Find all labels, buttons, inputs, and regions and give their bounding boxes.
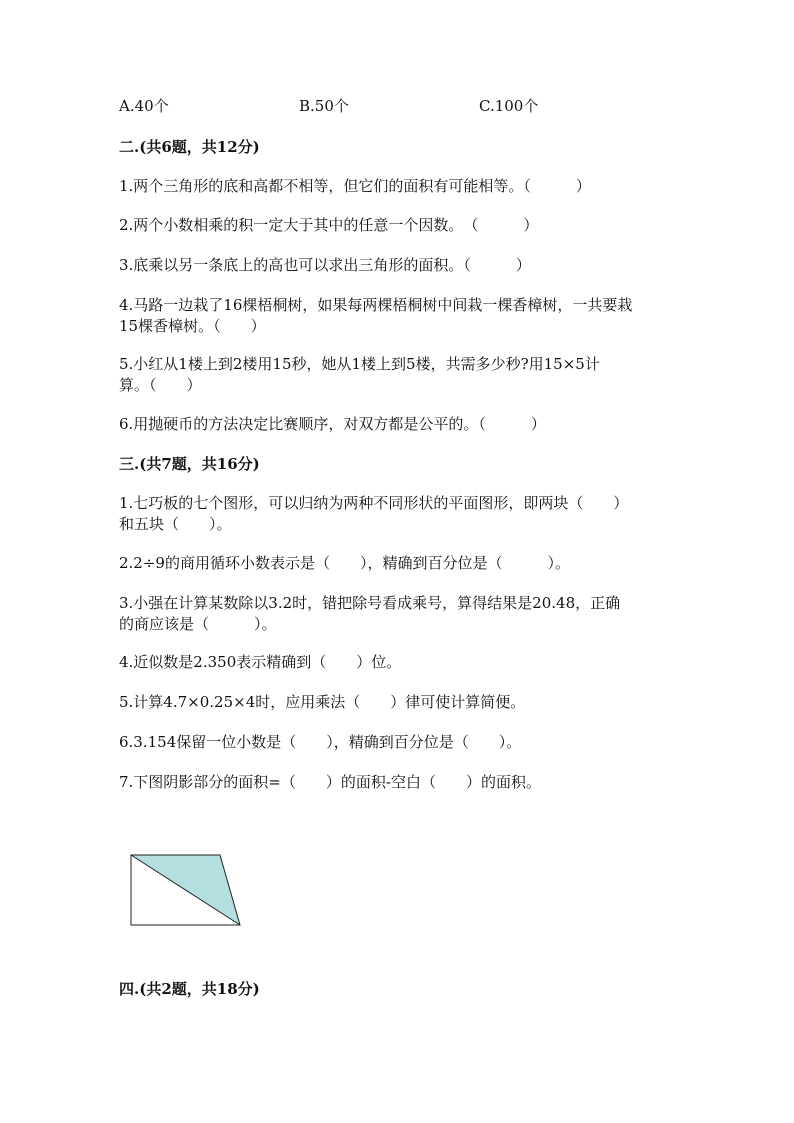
section3-question-6: 6.3.154保留一位小数是（ ），精确到百分位是（ ）。 [119,733,522,751]
section3-heading: 三.(共7题，共16分) [119,455,260,473]
section2-question-2: 2.两个小数相乘的积一定大于其中的任意一个因数。 （ ） [119,216,539,234]
section2-question-3: 3.底乘以另一条底上的高也可以求出三角形的面积。（ ） [119,256,531,274]
section3-question-1-line2: 和五块（ ）。 [119,515,232,533]
section3-question-2: 2.2÷9的商用循环小数表示是（ ），精确到百分位是（ ）。 [119,554,570,572]
section2-question-5-line2: 算。（ ） [119,376,202,394]
option-b: B.50个 [299,97,349,115]
section2-question-5-line1: 5.小红从1楼上到2楼用15秒，她从1楼上到5楼，共需多少秒?用15×5计 [119,355,600,373]
option-a: A.40个 [119,97,169,115]
section3-question-1-line1: 1.七巧板的七个图形，可以归纳为两种不同形状的平面图形，即两块（ ） [119,494,629,512]
section3-question-4: 4.近似数是2.350表示精确到（ ）位。 [119,653,402,671]
section2-question-1: 1.两个三角形的底和高都不相等，但它们的面积有可能相等。（ ） [119,177,591,195]
section3-question-5: 5.计算4.7×0.25×4时，应用乘法（ ）律可使计算简便。 [119,693,526,711]
section3-question-7: 7.下图阴影部分的面积=（ ）的面积-空白（ ）的面积。 [119,773,541,791]
section2-heading: 二.(共6题，共12分) [119,138,260,156]
section2-question-4-line1: 4.马路一边栽了16棵梧桐树，如果每两棵梧桐树中间栽一棵香樟树，一共要栽 [119,296,633,314]
trapezoid-figure [120,845,250,935]
section2-question-6: 6.用抛硬币的方法决定比赛顺序，对双方都是公平的。（ ） [119,415,546,433]
section3-question-3-line2: 的商应该是（ ）。 [119,615,277,633]
section2-question-4-line2: 15棵香樟树。（ ） [119,317,266,335]
option-c: C.100个 [479,97,539,115]
section4-heading: 四.(共2题，共18分) [119,980,260,998]
section3-question-3-line1: 3.小强在计算某数除以3.2时，错把除号看成乘号，算得结果是20.48，正确 [119,594,621,612]
